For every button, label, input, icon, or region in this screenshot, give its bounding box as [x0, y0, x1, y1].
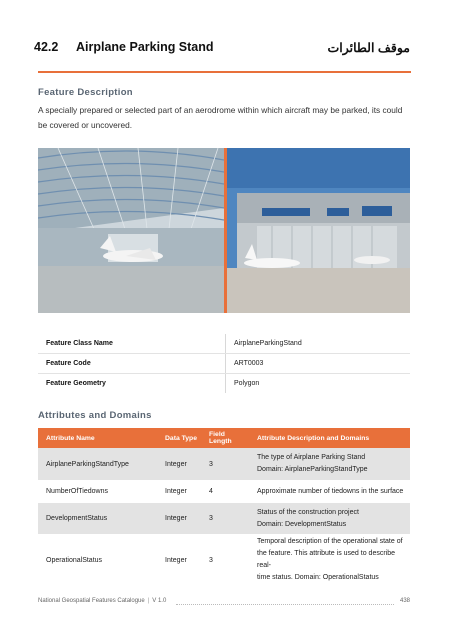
footer-dot-leader [176, 599, 394, 605]
description-cell [249, 481, 410, 502]
description-line: the feature. This attribute is used to describe real- [257, 550, 396, 569]
feature-description-heading: Feature Description [38, 87, 133, 98]
attributes-heading: Attributes and Domains [38, 410, 152, 421]
footer-version: V 1.0 [152, 598, 167, 604]
photo-strip [38, 148, 410, 313]
table-row [38, 502, 410, 535]
feature-code-value: ART0003 [226, 354, 411, 374]
footer-separator: | [147, 598, 150, 604]
description-cell [249, 535, 410, 585]
data-type-cell: Integer [157, 481, 201, 502]
page-number: 438 [399, 598, 410, 604]
section-header [34, 40, 410, 60]
column-header-description: Attribute Description and Domains [249, 428, 410, 448]
column-header-field-length: Field Length [201, 428, 249, 448]
attribute-name-cell: AirplaneParkingStandType [38, 448, 157, 481]
description-line: Temporal description of the operational state of [257, 538, 403, 545]
field-length-cell: 3 [201, 502, 249, 535]
table-row [38, 535, 410, 585]
hangar-interior-photo [38, 148, 224, 313]
footer-catalogue: National Geospatial Features Catalogue [38, 598, 145, 604]
description-line: Approximate number of tiedowns in the surface [257, 487, 404, 495]
hangar-exterior-photo [227, 148, 410, 313]
table-row [38, 448, 410, 481]
section-number: 42.2 [34, 40, 59, 54]
data-type-cell: Integer [157, 448, 201, 481]
attribute-name-cell: NumberOfTiedowns [38, 481, 157, 502]
data-type-cell: Integer [157, 502, 201, 535]
section-divider [38, 71, 411, 73]
description-line: Domain: DevelopmentStatus [257, 520, 347, 528]
description-line: The type of Airplane Parking Stand [257, 454, 366, 461]
column-header-attribute-name: Attribute Name [38, 428, 157, 448]
field-length-cell: 4 [201, 481, 249, 502]
footer-title [38, 598, 166, 604]
table-row [38, 374, 410, 394]
feature-code-label: Feature Code [38, 354, 226, 374]
field-length-cell: 3 [201, 535, 249, 585]
description-line: Status of the construction project [257, 508, 359, 516]
description-cell [249, 502, 410, 535]
description-line: time status. Domain: OperationalStatus [257, 574, 379, 581]
table-row [38, 481, 410, 502]
description-cell [249, 448, 410, 481]
feature-geometry-label: Feature Geometry [38, 374, 226, 394]
table-row [38, 334, 410, 354]
column-header-data-type: Data Type [157, 428, 201, 448]
feature-class-name-label: Feature Class Name [38, 334, 226, 354]
feature-description-text: A specially prepared or selected part of an aerodrome within which aircraft may be parked, its could be covered or uncovered. [38, 105, 403, 130]
feature-geometry-value: Polygon [234, 380, 260, 387]
section-title: Airplane Parking Stand [76, 40, 214, 54]
table-header-row [38, 428, 410, 448]
description-line: Domain: AirplaneParkingStandType [257, 466, 368, 473]
table-row [38, 354, 410, 374]
field-length-cell: 3 [201, 448, 249, 481]
data-type-cell: Integer [157, 535, 201, 585]
section-title-arabic: موقف الطائرات [327, 41, 410, 55]
page-footer [38, 598, 410, 610]
feature-info-table [38, 334, 410, 393]
attribute-name-cell: DevelopmentStatus [38, 502, 157, 535]
feature-class-name-value: AirplaneParkingStand [226, 334, 411, 354]
attribute-name-cell: OperationalStatus [38, 535, 157, 585]
attributes-table [38, 428, 410, 586]
